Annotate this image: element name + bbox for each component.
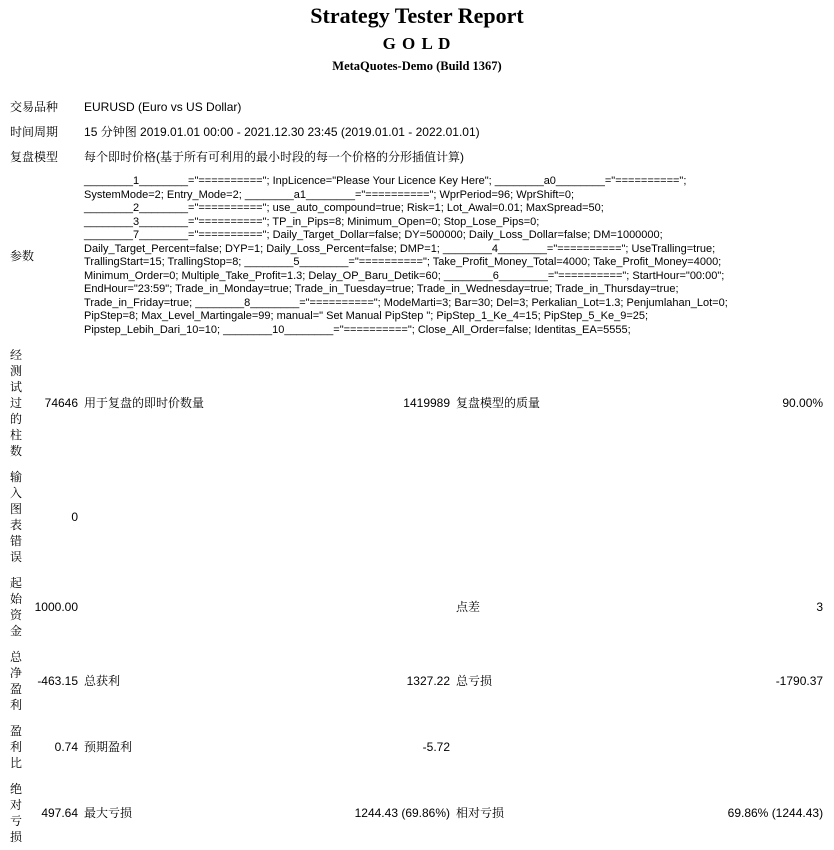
stats-row-profit-factor [7, 718, 826, 776]
report-table [7, 95, 826, 850]
parameter-line: SystemMode=2; Entry_Mode=2; ________a1________="=========="; WprPeriod=96; WprShift=0; [84, 188, 575, 201]
parameter-line: TrallingStart=15; TrallingStop=8; ________5________="=========="; Take_Profit_Money_Total=4000; Take_Profit_Money=4000; [84, 256, 722, 268]
parameters-label: 参数 [10, 248, 35, 263]
parameter-line: ________2________="=========="; use_auto_compound=true; Risk=1; Lot_Awal=0.01; MaxSpread=50; [84, 202, 604, 214]
symbol-value: EURUSD (Euro vs US Dollar) [84, 100, 242, 114]
gross-profit-value: 1327.22 [406, 673, 451, 688]
absolute-drawdown-label: 绝对亏损 [10, 782, 23, 844]
info-row-period [7, 120, 826, 145]
initial-deposit-label: 起始资金 [10, 576, 23, 638]
model-value: 每个即时价格(基于所有可利用的最小时段的每一个价格的分形插值计算) [84, 150, 465, 164]
model-label: 复盘模型 [10, 150, 59, 164]
report-header [0, 0, 834, 74]
stats-row-absolute-drawdown [7, 776, 826, 850]
profit-factor-value: 0.74 [54, 739, 79, 754]
parameter-line: EndHour="23:59"; Trade_in_Monday=true; Trade_in_Tuesday=true; Trade_in_Wednesday=true; Trade_in_Thursday=true; [84, 283, 679, 295]
ticks-modelled-label: 用于复盘的即时价数量 [84, 395, 205, 410]
relative-drawdown-label: 相对亏损 [456, 805, 505, 820]
maximal-drawdown-value: 1244.43 (69.86%) [354, 805, 451, 820]
parameter-line: PipStep=8; Max_Level_Martingale=99; manual=" Set Manual PipStep "; PipStep_1_Ke_4=15; PipStep_5_Ke_9=25; [84, 310, 649, 322]
server-build: MetaQuotes-Demo (Build 1367) [332, 59, 502, 73]
total-net-profit-label: 总净盈利 [10, 650, 23, 712]
expected-payoff-value: -5.72 [422, 739, 451, 754]
expected-payoff-label: 预期盈利 [84, 739, 133, 754]
gross-profit-label: 总获利 [84, 673, 121, 688]
parameter-line: ________7________="=========="; Daily_Target_Dollar=false; DY=500000; Daily_Loss_Dollar=false; DM=1000000; [84, 229, 663, 241]
info-row-model [7, 145, 826, 170]
stats-row-mismatched-errors [7, 464, 826, 570]
parameter-line: ________3________="=========="; TP_in_Pips=8; Minimum_Open=0; Stop_Lose_Pips=0; [84, 215, 540, 228]
ticks-modelled-value: 1419989 [403, 395, 451, 410]
empty-cell [81, 570, 331, 644]
period-value: 15 分钟图 2019.01.01 00:00 - 2021.12.30 23:45 (2019.01.01 - 2022.01.01) [84, 125, 480, 139]
initial-deposit-value: 1000.00 [34, 599, 79, 614]
profit-factor-label: 盈利比 [10, 724, 23, 770]
period-label: 时间周期 [10, 125, 59, 139]
modelling-quality-value: 90.00% [782, 395, 824, 410]
mismatched-errors-value: 0 [71, 509, 79, 524]
absolute-drawdown-value: 497.64 [41, 805, 79, 820]
parameter-line: Trade_in_Friday=true; ________8________="=========="; ModeMarti=3; Bar=30; Del=3; Perkalian_Lot=1.3; Penjumlahan_Lot=0; [84, 296, 728, 309]
symbol-label: 交易品种 [10, 100, 59, 114]
parameter-line: Daily_Target_Percent=false; DYP=1; Daily_Loss_Percent=false; DMP=1; ________4________="=========="; UseTralling=true; [84, 242, 716, 255]
info-row-symbol [7, 95, 826, 120]
report-title: Strategy Tester Report [310, 3, 524, 28]
stats-row-total-net-profit [7, 644, 826, 718]
spread-value: 3 [816, 599, 824, 614]
spread-label: 点差 [456, 599, 481, 614]
parameters-value [81, 170, 826, 342]
empty-cell [453, 718, 693, 776]
empty-cell [331, 464, 453, 570]
empty-cell [81, 464, 331, 570]
parameter-line: Minimum_Order=0; Multiple_Take_Profit=1.3; Delay_OP_Baru_Detik=60; ________6________="=========="; StartHour="00:00"; [84, 269, 725, 282]
empty-cell [331, 570, 453, 644]
gross-loss-label: 总亏损 [456, 673, 493, 688]
empty-cell [693, 718, 826, 776]
maximal-drawdown-label: 最大亏损 [84, 805, 133, 820]
gross-loss-value: -1790.37 [775, 673, 824, 688]
empty-cell [453, 464, 693, 570]
empty-cell [693, 464, 826, 570]
stats-row-initial-deposit [7, 570, 826, 644]
bars-in-test-value: 74646 [44, 395, 79, 410]
parameter-line: Pipstep_Lebih_Dari_10=10; ________10________="=========="; Close_All_Order=false; Identitas_EA=5555; [84, 323, 631, 336]
bars-in-test-label: 经测试过的柱数 [10, 348, 23, 458]
mismatched-errors-label: 输入图表错误 [10, 470, 23, 564]
expert-name: G O L D [382, 34, 452, 53]
relative-drawdown-value: 69.86% (1244.43) [727, 805, 824, 820]
stats-row-bars-in-test [7, 342, 826, 464]
modelling-quality-label: 复盘模型的质量 [456, 395, 541, 410]
parameter-line: ________1________="=========="; InpLicence="Please Your Licence Key Here"; ________a0________="=========="; [84, 175, 687, 187]
parameters-row [7, 170, 826, 342]
total-net-profit-value: -463.15 [37, 673, 79, 688]
